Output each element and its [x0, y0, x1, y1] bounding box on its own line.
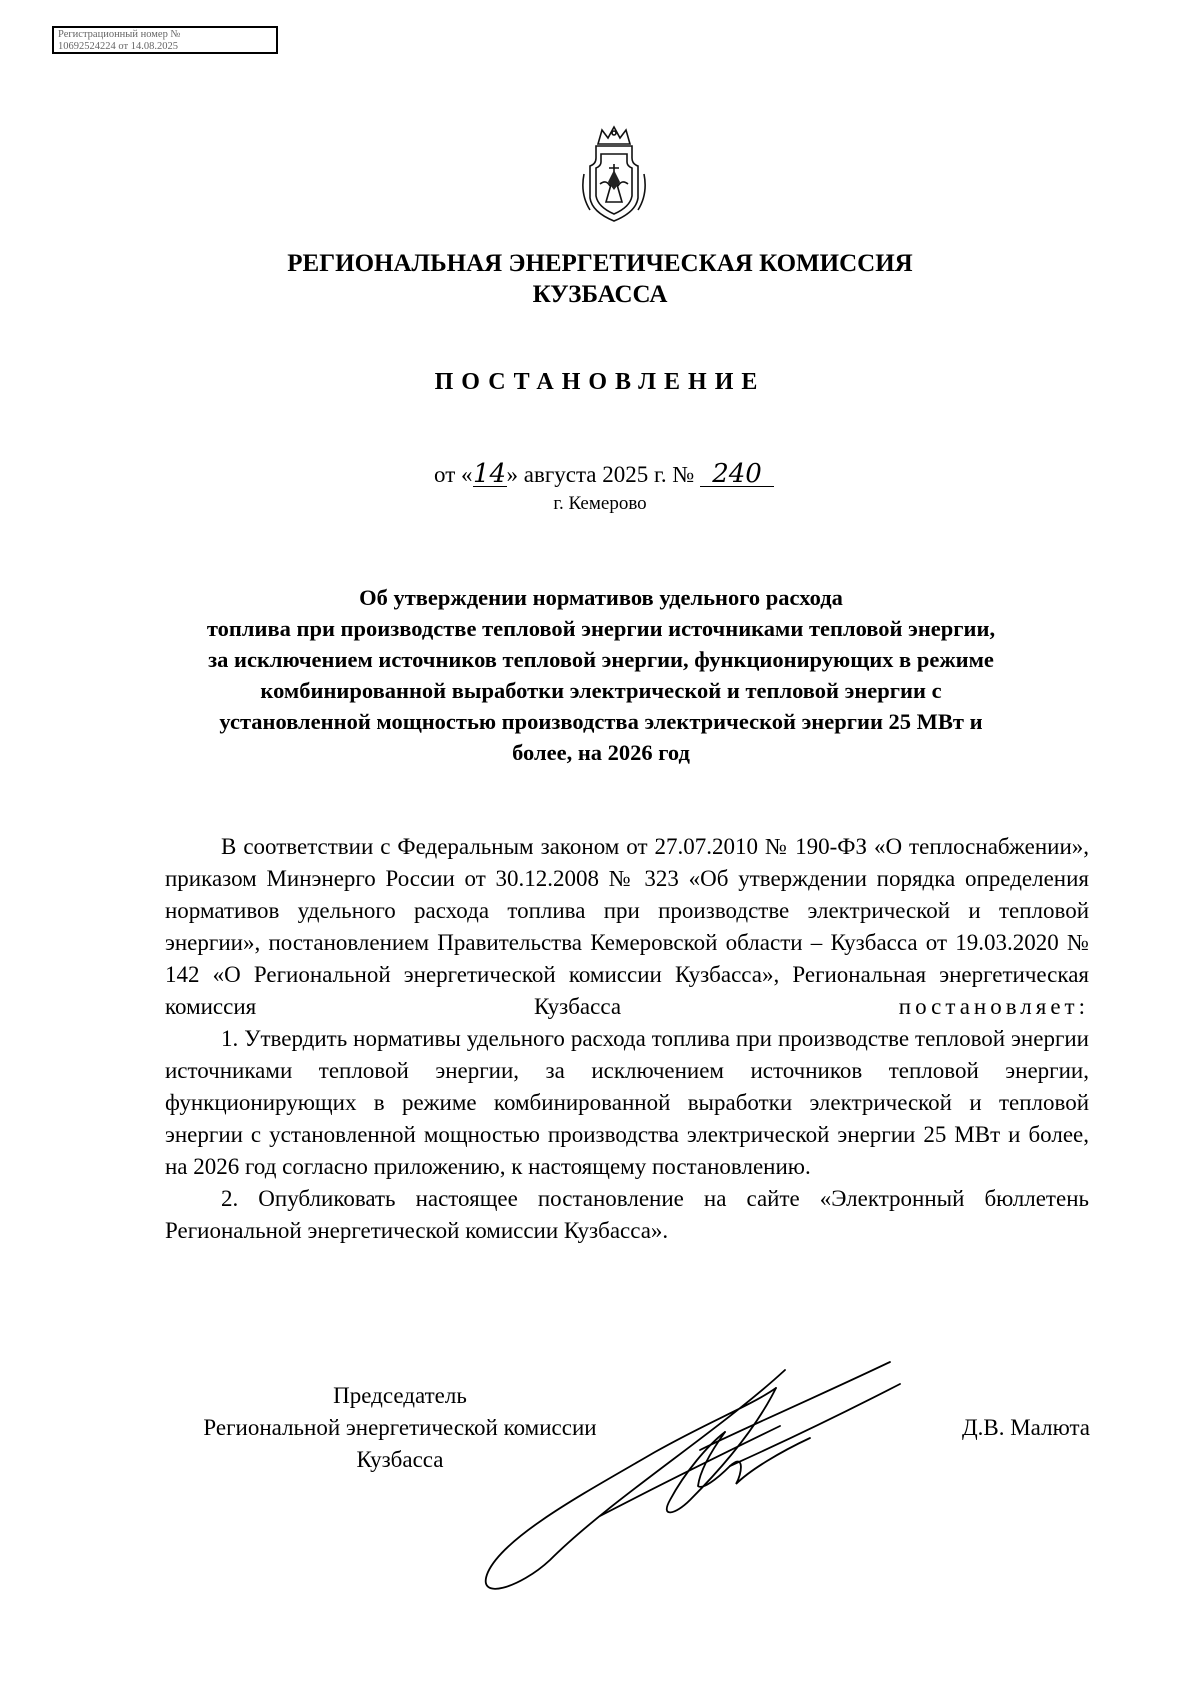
- document-subject: [130, 582, 1072, 768]
- preamble-paragraph: [165, 831, 1089, 1023]
- subject-line: топлива при производстве тепловой энергии источниками тепловой энергии,: [206, 616, 996, 641]
- subject-line: за исключением источников тепловой энергии, функционирующих в режиме: [208, 647, 994, 672]
- document-number-handwritten: 240: [700, 462, 774, 487]
- registration-line-1: Регистрационный номер №: [58, 29, 181, 40]
- day-handwritten: 14: [472, 459, 507, 489]
- decree-word: постановляет:: [898, 994, 1089, 1019]
- item-1-paragraph: 1. Утвердить нормативы удельного расхода топлива при производстве тепловой энергии источниками тепловой энергии, за исключением источников тепловой энергии, функционирующих в режиме комбинированной выработки электрической и тепловой энергии с установленной мощностью производства электрической энергии 25 МВт и более, на 2026 год согласно приложению, к настоящему постановлению.: [165, 1026, 1089, 1179]
- subject-line: более, на 2026 год: [512, 740, 690, 765]
- preamble-text: В соответствии с Федеральным законом от 27.07.2010 № 190-ФЗ «О теплоснабжении», приказом Минэнерго России от 30.12.2008 № 323 «Об утверждении порядка определения нормативов удельного расхода топлива при производстве электрической и тепловой энергии», постановлением Правительства Кемеровской области – Кузбасса от 19.03.2020 № 142 «О Региональной энергетической комиссии Кузбасса», Региональная энергетическая комиссия Кузбасса: [165, 834, 1089, 1019]
- item-2-paragraph: 2. Опубликовать настоящее постановление на сайте «Электронный бюллетень Региональной энергетической комиссии Кузбасса».: [165, 1186, 1089, 1243]
- authority-line-1: РЕГИОНАЛЬНАЯ ЭНЕРГЕТИЧЕСКАЯ КОМИССИЯ: [287, 250, 913, 277]
- date-number-line: [434, 460, 774, 490]
- handwritten-signature-icon: [480, 1340, 960, 1600]
- signatory-title-line-3: Кузбасса: [356, 1447, 444, 1472]
- signatory-title-line-2: Региональной энергетической комиссии: [203, 1415, 597, 1440]
- registration-stamp: [52, 26, 278, 54]
- coat-of-arms-emblem-icon: [576, 124, 652, 224]
- authority-name: [100, 248, 1100, 310]
- subject-line: Об утверждении нормативов удельного расхода: [359, 585, 843, 610]
- authority-line-2: КУЗБАССА: [532, 281, 668, 308]
- document-type-title: ПОСТАНОВЛЕНИЕ: [434, 369, 766, 395]
- registration-line-2: 10692524224 от 14.08.2025: [58, 41, 178, 52]
- subject-line: комбинированной выработки электрической и тепловой энергии с: [260, 678, 942, 703]
- signatory-name: Д.В. Малюта: [961, 1415, 1090, 1440]
- date-month-year: » августа 2025 г. №: [506, 462, 695, 487]
- date-prefix: от «: [434, 462, 473, 487]
- city-line: г. Кемерово: [553, 493, 647, 514]
- subject-line: установленной мощностью производства электрической энергии 25 МВт и: [219, 709, 983, 734]
- signatory-title-line-1: Председатель: [333, 1383, 467, 1408]
- document-body: [165, 831, 1089, 1247]
